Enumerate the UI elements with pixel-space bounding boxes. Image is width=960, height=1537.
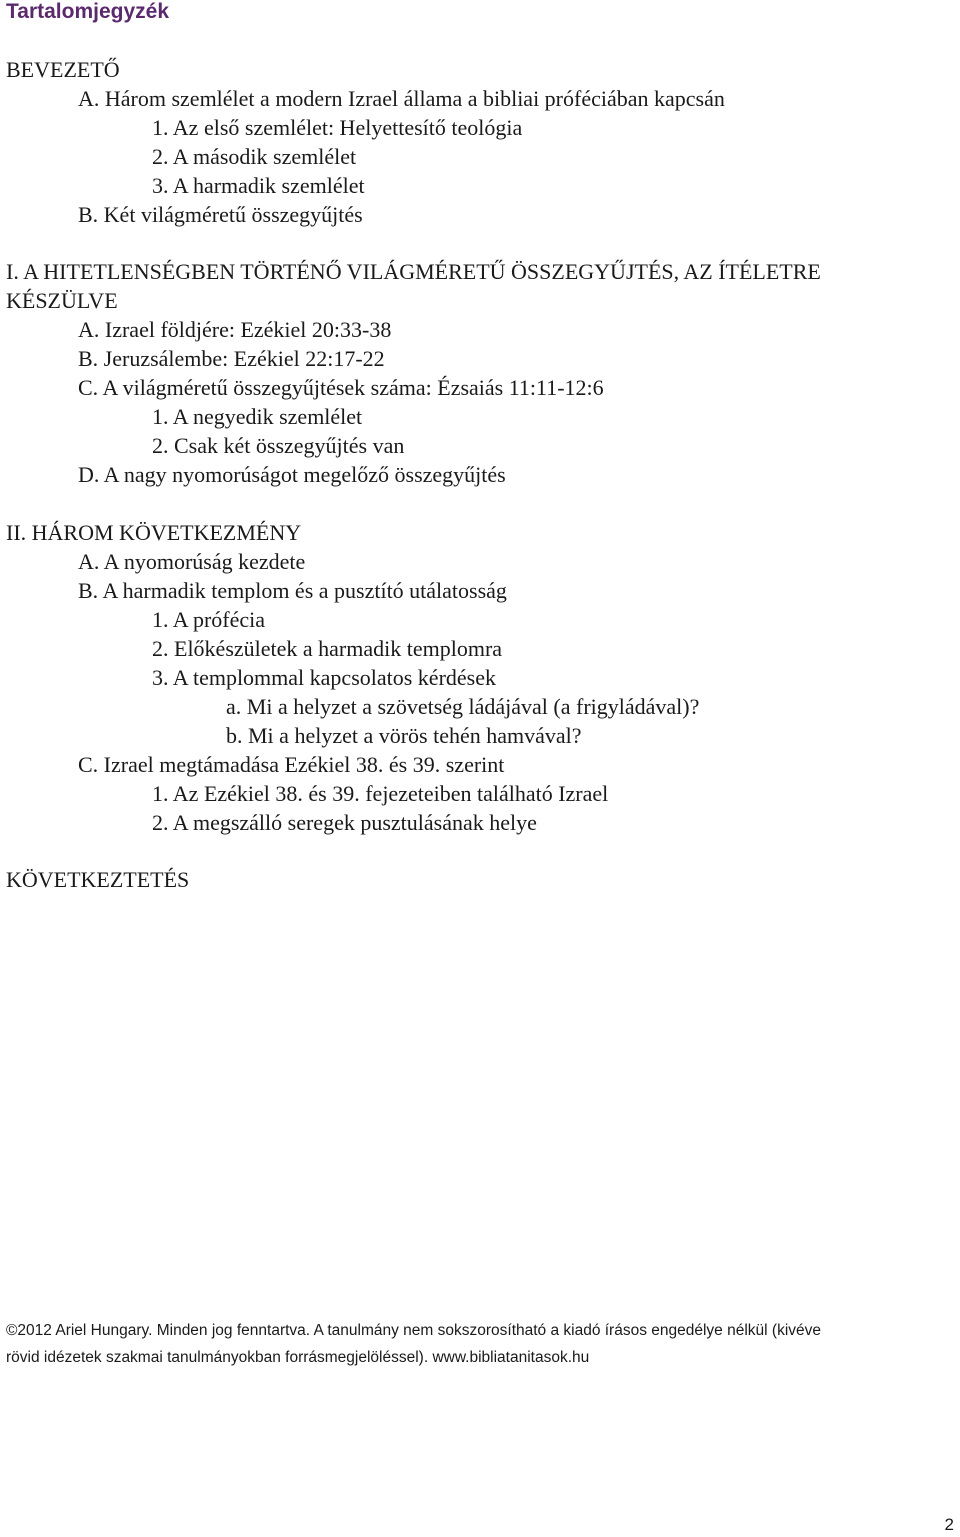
toc-entry: B. Két világméretű összegyűjtés [78,202,363,227]
toc-entry: 1. A prófécia [152,607,266,632]
toc-entry: A. A nyomorúság kezdete [78,549,306,574]
toc-section-two: II. HÁROM KÖVETKEZMÉNY [6,520,302,545]
page-title: Tartalomjegyzék [6,0,170,23]
toc-entry: A. Három szemlélet a modern Izrael állama a bibliai próféciában kapcsán [78,86,725,111]
toc-entry: 3. A templommal kapcsolatos kérdések [152,665,496,690]
toc-entry: B. Jeruzsálembe: Ezékiel 22:17-22 [78,346,385,371]
toc-entry: C. Izrael megtámadása Ezékiel 38. és 39. szerint [78,752,505,777]
toc-section-one-continued: KÉSZÜLVE [6,288,118,313]
toc-entry: 1. Az első szemlélet: Helyettesítő teológia [152,115,523,140]
toc-entry: 1. A negyedik szemlélet [152,404,363,429]
toc-entry: a. Mi a helyzet a szövetség ládájával (a frigyládával)? [226,694,700,719]
toc-section-intro: BEVEZETŐ [6,57,120,82]
toc-section-one: I. A HITETLENSÉGBEN TÖRTÉNŐ VILÁGMÉRETŰ ÖSSZEGYŰJTÉS, AZ ÍTÉLETRE [6,259,821,284]
toc-entry: A. Izrael földjére: Ezékiel 20:33-38 [78,317,392,342]
toc-entry: D. A nagy nyomorúságot megelőző összegyűjtés [78,462,506,487]
toc-entry: 2. Előkészületek a harmadik templomra [152,636,503,661]
toc-section-conclusion: KÖVETKEZTETÉS [6,867,190,892]
toc-entry: 2. Csak két összegyűjtés van [152,433,405,458]
copyright-notice-line-1: ©2012 Ariel Hungary. Minden jog fenntartva. A tanulmány nem sokszorosítható a kiadó írásos engedélye nélkül (kivéve [6,1322,822,1339]
toc-entry: 2. A második szemlélet [152,144,357,169]
toc-entry: 2. A megszálló seregek pusztulásának helye [152,810,537,835]
page-number: 2 [944,1515,954,1534]
toc-entry: C. A világméretű összegyűjtések száma: Ézsaiás 11:11-12:6 [78,375,604,400]
copyright-notice-line-2: rövid idézetek szakmai tanulmányokban forrásmegjelöléssel). www.bibliatanitasok.hu [6,1349,590,1366]
toc-entry: 3. A harmadik szemlélet [152,173,365,198]
toc-entry: b. Mi a helyzet a vörös tehén hamvával? [226,723,582,748]
toc-entry: 1. Az Ezékiel 38. és 39. fejezeteiben található Izrael [152,781,609,806]
toc-entry: B. A harmadik templom és a pusztító utálatosság [78,578,507,603]
